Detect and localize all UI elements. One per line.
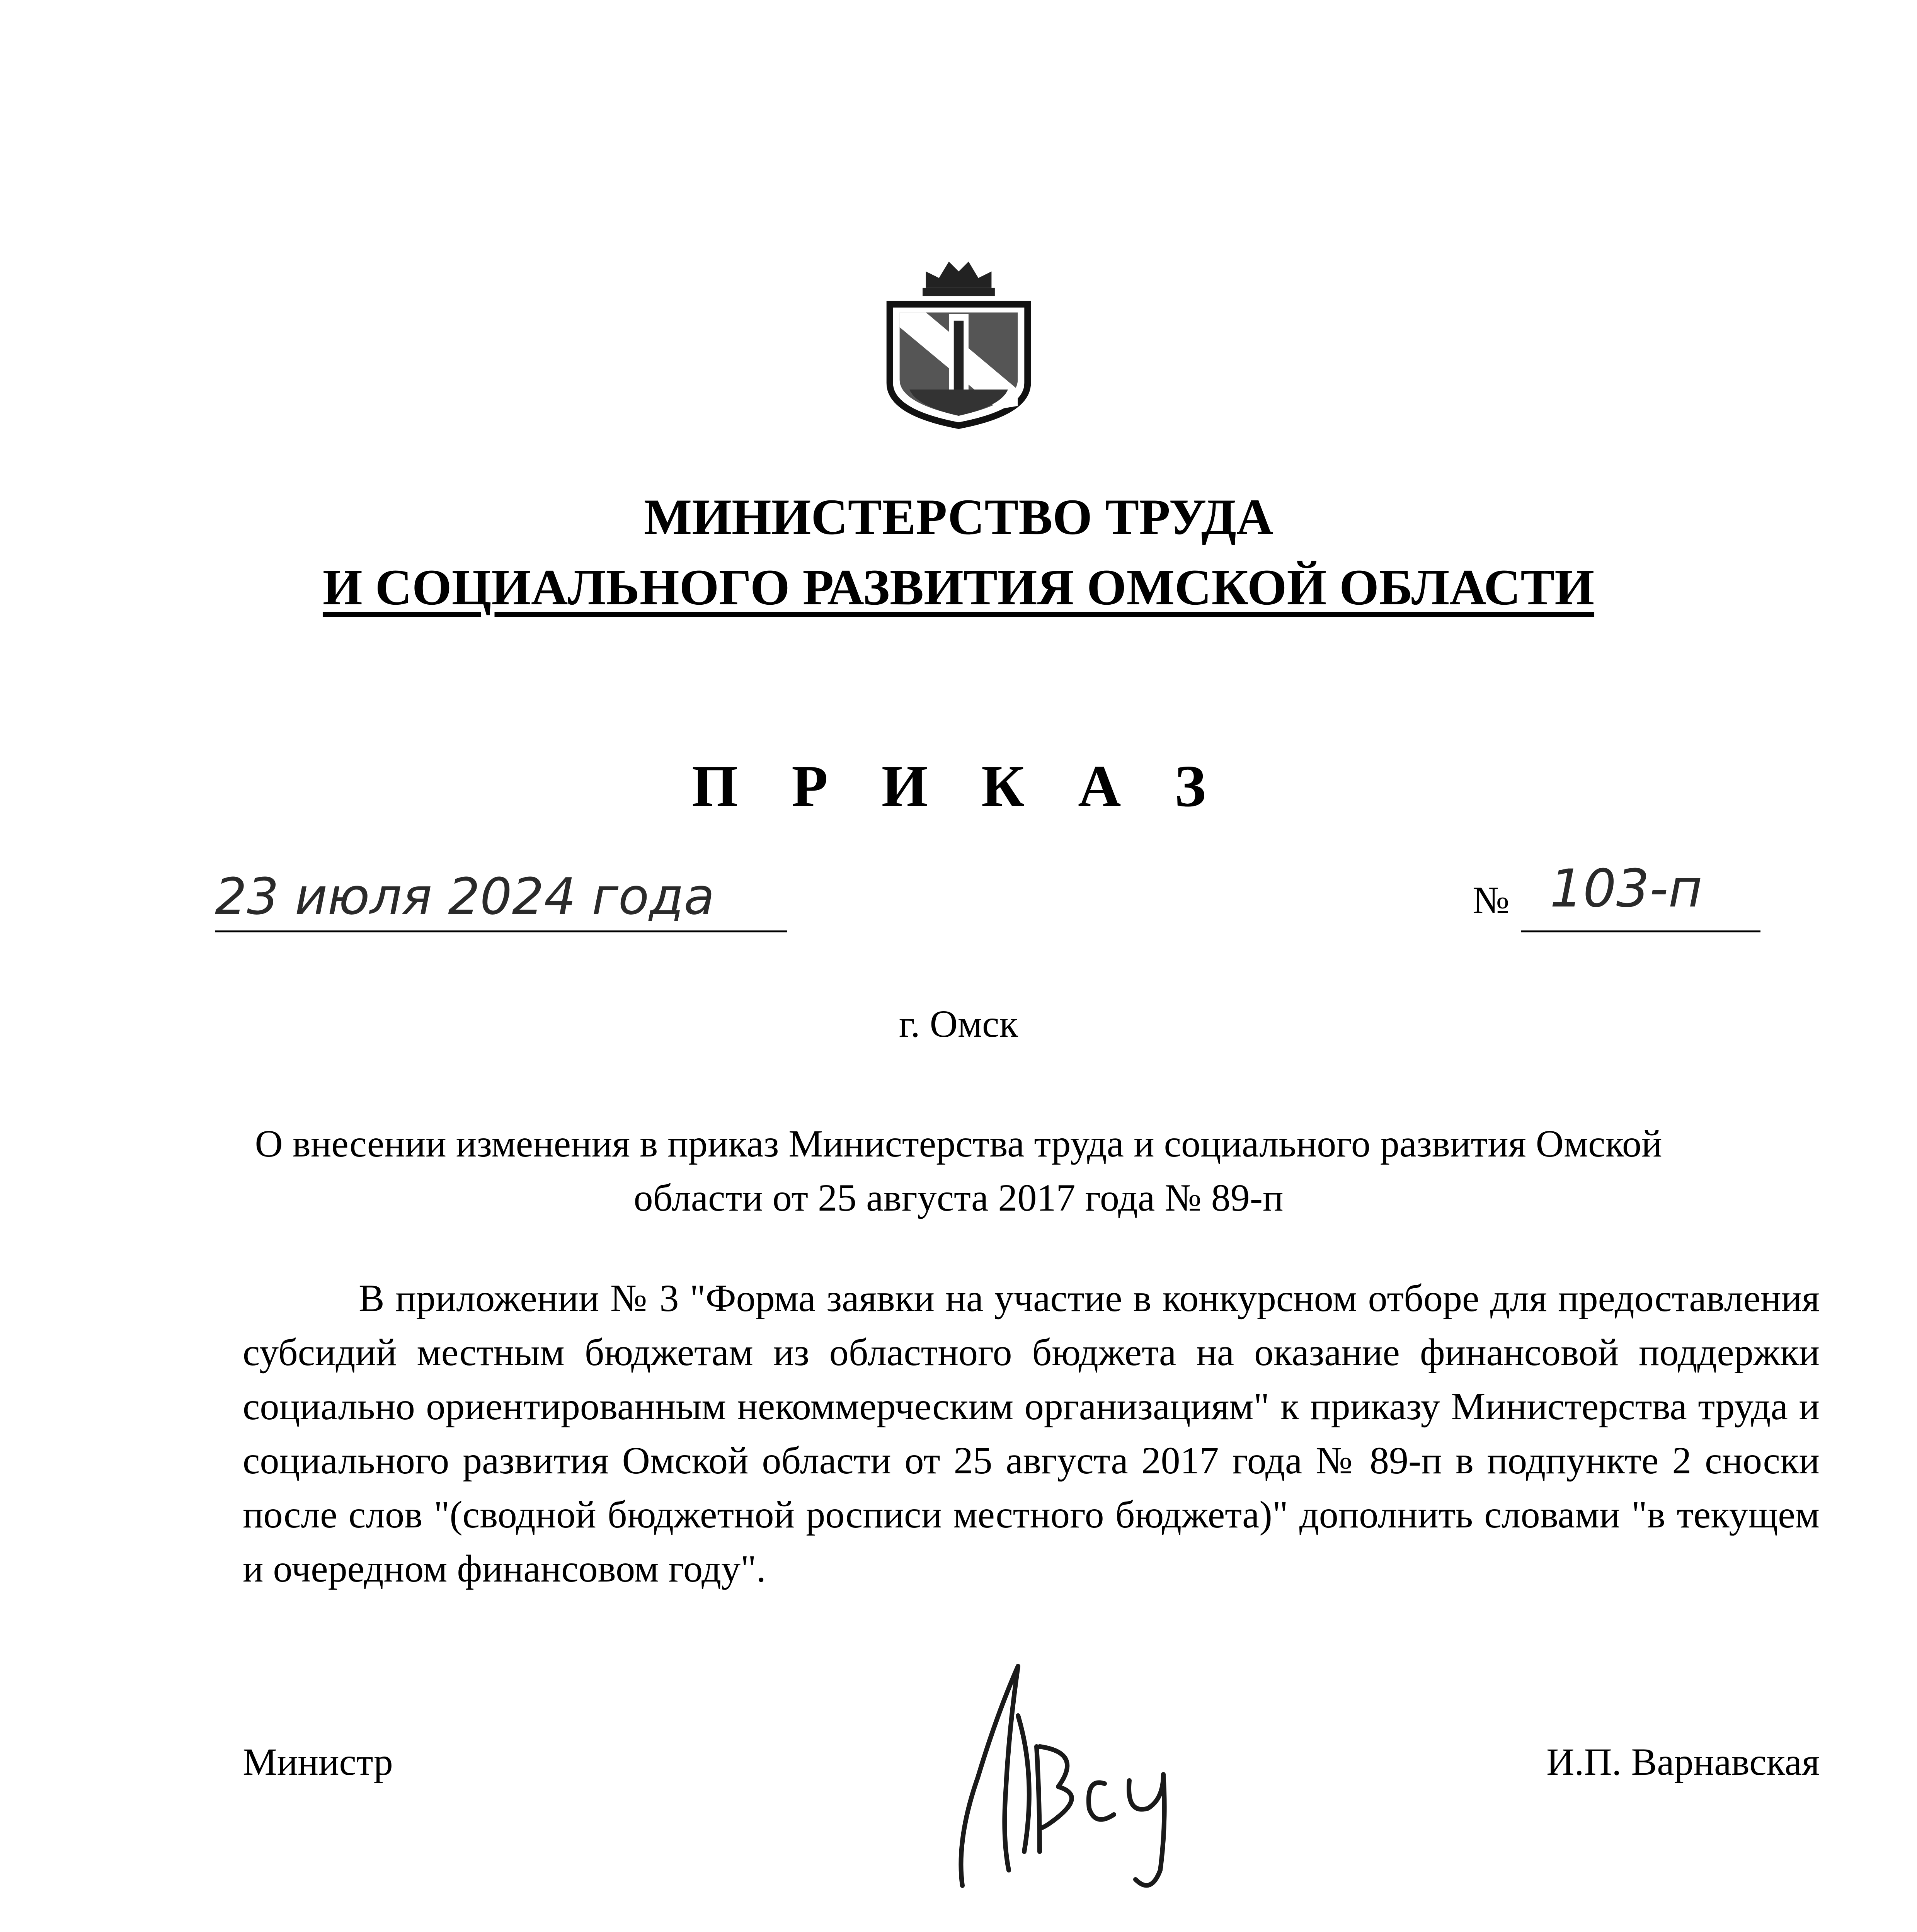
- document-body: В приложении № 3 "Форма заявки на участие в конкурсном отборе для предоставления субсидий местным бюджетам из областного бюджета на оказание финансовой поддержки социально ориентированным некоммерческим организациям" к приказу Министерства труда и социального развития Омской области от 25 августа 2017 года № 89-п в подпункте 2 сноски после слов "(сводной бюджетной росписи местного бюджета)" дополнить словами "в текущем и очередном финансовом году".: [243, 1277, 1820, 1590]
- ministry-name-line2: [0, 556, 1917, 618]
- document-city: г. Омск: [899, 1002, 1018, 1045]
- ministry-name-line1: МИНИСТЕРСТВО ТРУДА: [644, 488, 1273, 545]
- document-date-handwritten: 23 июля 2024 года: [215, 867, 715, 926]
- ministry-name-line2-text: И СОЦИАЛЬНОГО РАЗВИТИЯ ОМСКОЙ ОБЛАСТИ: [322, 559, 1595, 616]
- document-number-label: №: [1473, 879, 1510, 922]
- document-subject: О внесении изменения в приказ Министерства труда и социального развития Омской области от 25 августа 2017 года № 89-п: [255, 1122, 1662, 1219]
- coat-of-arms-icon: [877, 255, 1041, 429]
- signer-title: Министр: [243, 1740, 393, 1783]
- document-type-title: П Р И К А З: [691, 753, 1226, 819]
- signer-name: И.П. Варнавская: [1546, 1740, 1820, 1783]
- date-underline: [215, 930, 787, 932]
- handwritten-signature-icon: [916, 1654, 1225, 1901]
- document-number-handwritten: 103-п: [1550, 858, 1702, 919]
- number-underline: [1521, 930, 1760, 932]
